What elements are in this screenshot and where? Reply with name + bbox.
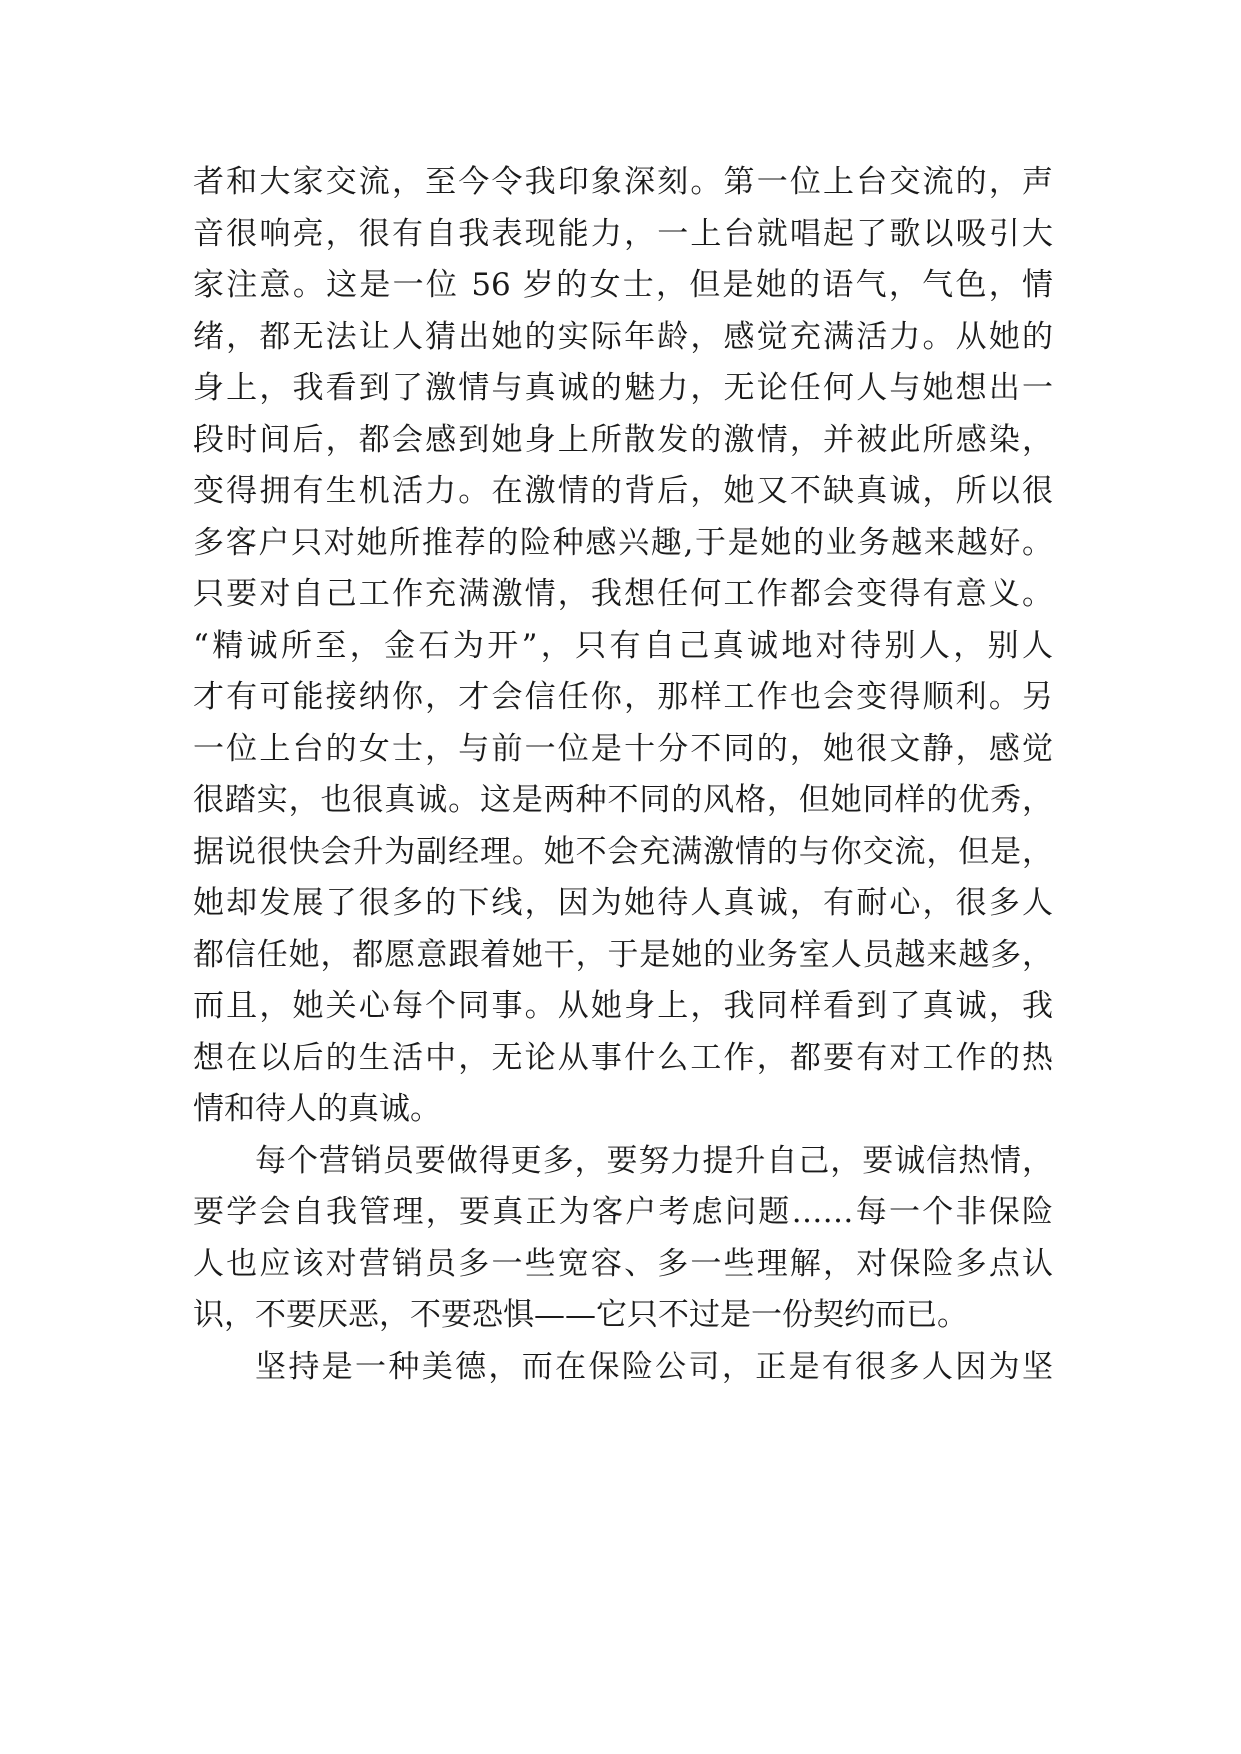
text-line: 而且，她关心每个同事。从她身上，我同样看到了真诚，我 xyxy=(193,988,1053,1024)
text-line: 身上，我看到了激情与真诚的魅力，无论任何人与她想出一 xyxy=(193,370,1053,406)
text-line: 据说很快会升为副经理。她不会充满激情的与你交流，但是， xyxy=(193,833,1053,870)
text-line: “精诚所至，金石为开”，只有自己真诚地对待别人，别人 xyxy=(193,627,1053,664)
text-line: 家注意。这是一位 56 岁的女士，但是她的语气，气色，情 xyxy=(193,267,1053,303)
text-line: 每个营销员要做得更多，要努力提升自己，要诚信热情， xyxy=(255,1142,1053,1179)
text-line: 都信任她，都愿意跟着她干，于是她的业务室人员越来越多， xyxy=(193,936,1053,973)
text-line: 多客户只对她所推荐的险种感兴趣,于是她的业务越来越好。 xyxy=(193,524,1053,561)
text-line: 一位上台的女士，与前一位是十分不同的，她很文静，感觉 xyxy=(193,730,1053,767)
text-line: 识，不要厌恶，不要恐惧——它只不过是一份契约而已。 xyxy=(193,1297,968,1333)
paragraph xyxy=(193,157,1053,1136)
text-line: 变得拥有生机活力。在激情的背后，她又不缺真诚，所以很 xyxy=(193,473,1053,509)
text-line: 情和待人的真诚。 xyxy=(193,1091,441,1127)
text-line: 坚持是一种美德，而在保险公司，正是有很多人因为坚 xyxy=(255,1348,1053,1385)
text-line: 她却发展了很多的下线，因为她待人真诚，有耐心，很多人 xyxy=(193,885,1053,921)
text-line: 段时间后，都会感到她身上所散发的激情，并被此所感染， xyxy=(193,421,1053,458)
text-line: 才有可能接纳你，才会信任你，那样工作也会变得顺利。另 xyxy=(193,679,1053,715)
paragraph xyxy=(193,1342,1053,1394)
text-line: 很踏实，也很真诚。这是两种不同的风格，但她同样的优秀， xyxy=(193,782,1053,818)
text-line: 绪，都无法让人猜出她的实际年龄，感觉充满活力。从她的 xyxy=(193,318,1053,355)
text-line: 人也应该对营销员多一些宽容、多一些理解，对保险多点认 xyxy=(193,1245,1053,1282)
document-body xyxy=(193,157,1053,1393)
text-line: 者和大家交流，至今令我印象深刻。第一位上台交流的，声 xyxy=(193,164,1053,200)
text-line: 音很响亮，很有自我表现能力，一上台就唱起了歌以吸引大 xyxy=(193,215,1053,252)
text-line: 只要对自己工作充满激情，我想任何工作都会变得有意义。 xyxy=(193,576,1053,612)
text-line: 要学会自我管理，要真正为客户考虑问题……每一个非保险 xyxy=(193,1194,1053,1230)
text-line: 想在以后的生活中，无论从事什么工作，都要有对工作的热 xyxy=(193,1039,1053,1076)
paragraph xyxy=(193,1136,1053,1342)
